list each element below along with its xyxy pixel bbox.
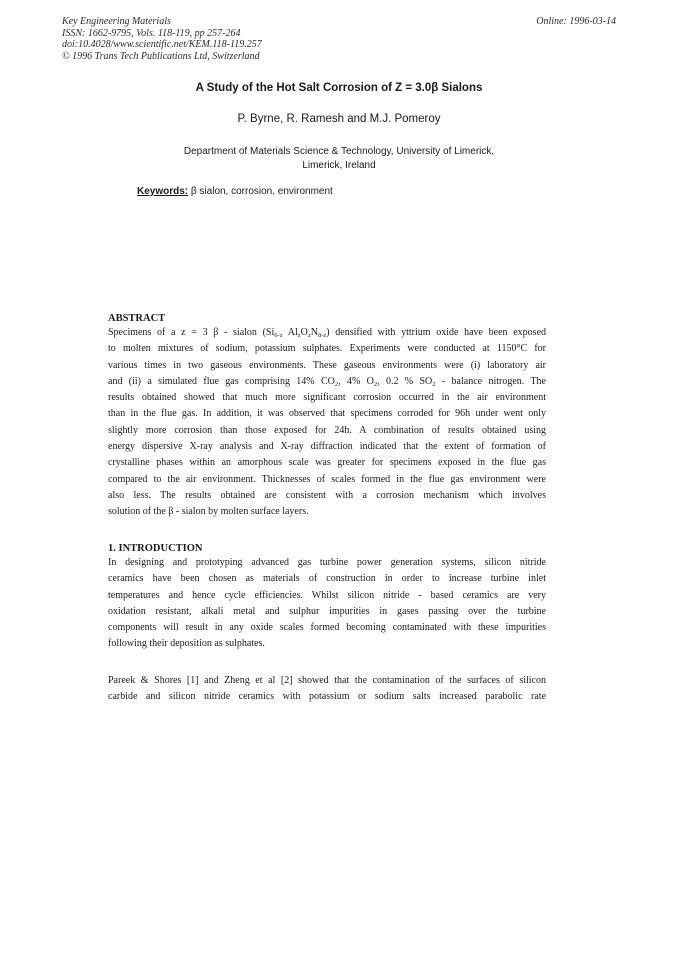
doi-line: doi:10.4028/www.scientific.net/KEM.118-119.257 [62,39,262,50]
keywords [137,186,333,197]
keywords-text: β sialon, corrosion, environment [188,186,333,197]
abstract-line: energy dispersive X-ray analysis and X-ray diffraction indicated that the extent of formation of [108,441,546,453]
paper-authors: P. Byrne, R. Ramesh and M.J. Pomeroy [237,113,441,125]
abstract-line: various times in two gaseous environments. These gaseous environments were (i) laboratory air [108,359,546,371]
introduction-line: ceramics have been chosen as materials of construction in order to increase turbine inlet [108,573,546,585]
introduction-paragraph-2 [108,673,546,706]
abstract-line: Specimens of a z = 3 β - sialon ($Si_{6-z}$ $Al_zO_zN_{8-z}$) densified with yttrium oxide have been exposed [108,327,546,339]
abstract-line: results obtained showed that much more significant corrosion occurred in the air environment [108,392,546,404]
abstract-line: crystalline phases within an amorphous scale was greater for specimens exposed in the flue gas [108,457,546,469]
introduction-line: oxidation resistant, alkali metal and sulphur impurities in gases passing over the turbine [108,605,546,617]
introduction-line: carbide and silicon nitride ceramics with potassium or sodium salts increased parabolic rate [108,691,546,703]
publication-info [62,16,262,62]
abstract-line: compared to the air environment. Thicknesses of scales formed in the flue gas environment were [108,473,546,485]
introduction-heading: 1. INTRODUCTION [108,543,203,554]
abstract-line: solution of the β - sialon by molten surface layers. [108,506,309,518]
abstract-line: also less. The results obtained are consistent with a corrosion mechanism which involves [108,489,546,501]
paper-title: A Study of the Hot Salt Corrosion of Z = 3.0β Sialons [195,82,483,94]
affiliation-line: Limerick, Ireland [302,159,376,171]
introduction-line: temperatures and hence cycle efficiencies. Whilst silicon nitride - based ceramics are very [108,589,546,601]
affiliation [0,145,678,172]
keywords-label: Keywords: [137,186,189,197]
introduction-line: following their deposition as sulphates. [108,638,265,650]
issn-line: ISSN: 1662-9795, Vols. 118-119, pp 257-264 [62,27,241,39]
introduction-line: components will result in any oxide scales formed becoming contaminated with these impurities [108,622,546,634]
copyright-line: © 1996 Trans Tech Publications Ltd, Switzerland [62,50,260,62]
abstract-line: to molten mixtures of sodium, potassium sulphates. Experiments were conducted at 1150°C for [108,343,546,355]
abstract-heading: ABSTRACT [108,313,166,324]
introduction-paragraph-1 [108,555,546,653]
abstract-line: slightly more corrosion than those exposed for 24h. A combination of results obtained using [108,424,546,436]
introduction-line: In designing and prototyping advanced gas turbine power generation systems, silicon nitride [108,557,546,568]
introduction-line: Pareek & Shores [1] and Zheng et al [2] showed that the contamination of the surfaces of silicon [108,675,546,686]
affiliation-line: Department of Materials Science & Technology, University of Limerick, [183,146,495,157]
online-date: Online: 1996-03-14 [536,16,616,27]
abstract-body [108,325,546,521]
journal-name: Key Engineering Materials [62,16,171,27]
abstract-line: and (ii) a simulated flue gas comprising 14% $CO_2$, 4% $O_2$, 0.2 % $SO_2$ - balance nitrogen. The [108,375,546,388]
abstract-line: than in the flue gas. In addition, it was observed that specimens corroded for 96h under went only [108,408,546,420]
